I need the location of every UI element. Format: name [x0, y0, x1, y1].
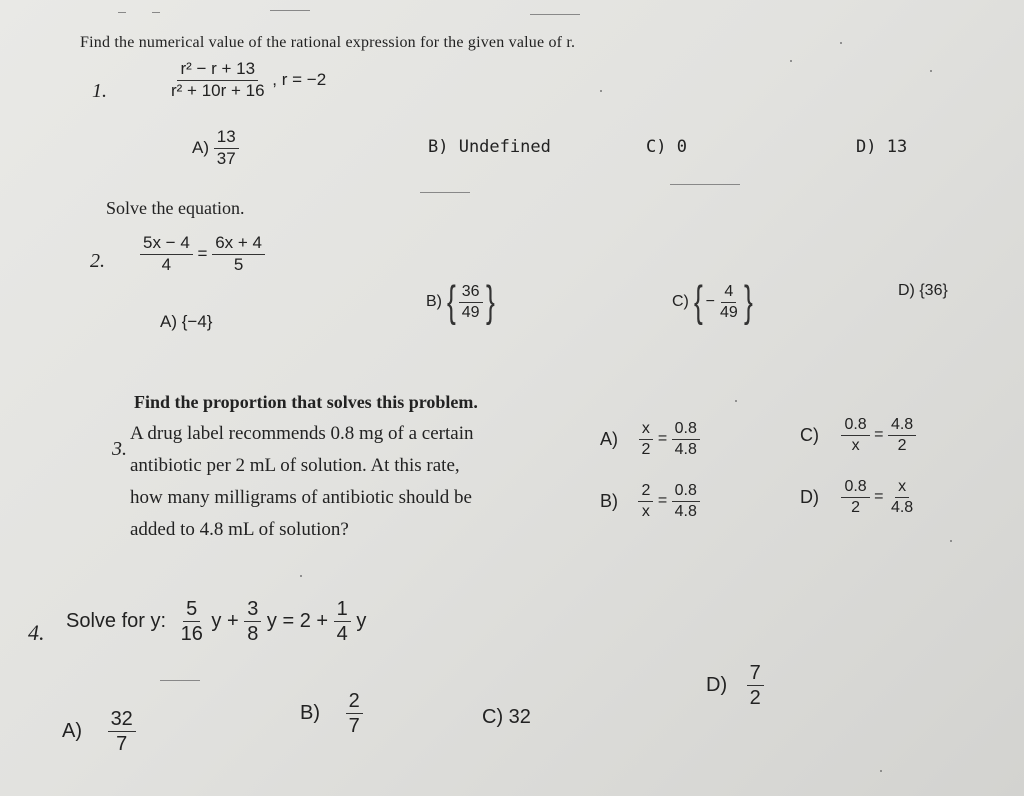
q2-option-a[interactable]: A) {−4}	[160, 312, 213, 331]
q3-option-a-right-numerator: 0.8	[672, 420, 700, 440]
q2-lhs-denominator: 4	[161, 254, 172, 274]
q4-number: 4.	[28, 620, 45, 645]
q2-option-b[interactable]	[426, 277, 497, 326]
q3-option-c-left-numerator: 0.8	[841, 416, 869, 436]
q3-option-b-label: B)	[600, 490, 618, 511]
right-brace-icon: }	[743, 277, 753, 326]
paper-mark	[160, 680, 200, 681]
q3-option-c[interactable]	[800, 416, 916, 454]
q1-option-a-label: A)	[192, 138, 209, 158]
q4-term1-variable: y +	[211, 610, 239, 632]
q4-equation	[66, 598, 366, 645]
q3-equals: =	[874, 426, 884, 444]
q4-option-b-label: B)	[300, 702, 320, 724]
q1-expression	[168, 60, 326, 100]
q4-term3-denominator: 4	[336, 623, 348, 645]
q3-option-b-right-denominator: 4.8	[674, 502, 697, 520]
q1-numerator: r² − r + 13	[177, 60, 258, 81]
q4-option-d-label: D)	[706, 674, 728, 696]
q4-option-d-numerator: 7	[747, 662, 764, 686]
q4-prompt: Solve for y:	[66, 610, 167, 632]
q4-term2-denominator: 8	[247, 623, 259, 645]
q2-option-d[interactable]: D) {36}	[898, 282, 948, 299]
q2-equation	[140, 234, 265, 274]
q4-term2-variable: y = 2 +	[266, 610, 329, 632]
q3-option-a-label: A)	[600, 428, 618, 449]
q2-option-b-label: B)	[426, 293, 442, 310]
q4-term1-numerator: 5	[183, 598, 200, 622]
q4-option-d-denominator: 2	[749, 687, 761, 709]
q3-problem-line: how many milligrams of antibiotic should be	[130, 487, 472, 508]
q4-term2-numerator: 3	[244, 598, 261, 622]
q2-rhs-numerator: 6x + 4	[212, 234, 265, 255]
q3-problem-text	[130, 418, 473, 546]
q4-option-a-denominator: 7	[116, 733, 128, 755]
q4-option-a[interactable]	[62, 708, 136, 755]
q4-option-c[interactable]: C) 32	[482, 706, 531, 728]
paper-mark	[118, 12, 126, 13]
paper-mark	[670, 184, 740, 185]
left-brace-icon: {	[446, 277, 456, 326]
q3-option-c-left-denominator: x	[851, 436, 860, 454]
paper-mark	[270, 10, 310, 11]
paper-speck	[880, 770, 882, 772]
q1-denominator: r² + 10r + 16	[171, 80, 265, 100]
q2-option-c[interactable]	[672, 277, 755, 326]
q3-option-c-right-numerator: 4.8	[888, 416, 916, 436]
q1-option-a-numerator: 13	[214, 128, 239, 149]
paper-speck	[300, 575, 302, 577]
paper-speck	[735, 400, 737, 402]
q3-option-c-right-denominator: 2	[897, 436, 907, 454]
q2-option-c-sign: −	[705, 293, 715, 310]
q3-option-a[interactable]	[600, 420, 700, 458]
q3-option-d-right-numerator: x	[895, 478, 909, 498]
q2-option-c-numerator: 4	[721, 283, 736, 303]
q3-option-b[interactable]	[600, 482, 700, 520]
q1-number: 1.	[92, 80, 107, 102]
q3-problem-line: A drug label recommends 0.8 mg of a certain	[130, 423, 474, 444]
paper-speck	[840, 42, 842, 44]
q2-option-c-label: C)	[672, 293, 689, 310]
q3-option-d[interactable]	[800, 478, 916, 516]
q3-option-a-right-denominator: 4.8	[674, 440, 697, 458]
q2-instruction: Solve the equation.	[106, 198, 245, 218]
q4-option-a-numerator: 32	[108, 708, 136, 732]
q1-option-d[interactable]: D) 13	[856, 137, 908, 157]
q3-option-b-left-denominator: x	[641, 502, 650, 520]
q3-option-b-right-numerator: 0.8	[672, 482, 700, 502]
q2-number: 2.	[90, 250, 105, 272]
q3-option-d-label: D)	[800, 486, 819, 507]
q1-given-value: , r = −2	[272, 70, 327, 90]
q1-option-c[interactable]: C) 0	[646, 137, 687, 157]
q1-option-b[interactable]: B) Undefined	[428, 137, 551, 157]
paper-speck	[950, 540, 952, 542]
q3-problem-line: added to 4.8 mL of solution?	[130, 519, 349, 540]
q4-option-b-numerator: 2	[346, 690, 363, 714]
q3-option-d-left-denominator: 2	[851, 498, 861, 516]
paper-speck	[930, 70, 932, 72]
q2-rhs-denominator: 5	[233, 254, 244, 274]
q1-option-a[interactable]	[192, 128, 239, 168]
q3-equals: =	[657, 492, 668, 510]
right-brace-icon: }	[485, 277, 495, 326]
q4-term1-denominator: 16	[180, 623, 203, 645]
q4-option-d[interactable]	[706, 662, 764, 709]
q2-option-b-denominator: 49	[461, 303, 480, 321]
q4-term3-variable: y	[356, 610, 367, 632]
q3-option-a-left-denominator: 2	[641, 440, 651, 458]
q4-option-a-label: A)	[62, 720, 82, 742]
q3-problem-line: antibiotic per 2 mL of solution. At this rate,	[130, 455, 460, 476]
q3-number: 3.	[112, 438, 127, 460]
q3-equals: =	[874, 488, 884, 506]
paper-mark	[420, 192, 470, 193]
q3-option-a-left-numerator: x	[639, 420, 653, 440]
q3-option-b-left-numerator: 2	[638, 482, 653, 502]
q3-instruction: Find the proportion that solves this problem.	[134, 392, 478, 412]
q3-option-c-label: C)	[800, 424, 819, 445]
q1-instruction: Find the numerical value of the rational expression for the given value of r.	[80, 34, 576, 51]
q2-lhs-numerator: 5x − 4	[140, 234, 193, 255]
paper-mark	[152, 12, 160, 13]
q4-option-b-denominator: 7	[348, 715, 360, 737]
q2-option-c-denominator: 49	[719, 303, 738, 321]
paper-mark	[530, 14, 580, 15]
q2-option-b-numerator: 36	[459, 283, 483, 303]
left-brace-icon: {	[693, 277, 703, 326]
q3-equals: =	[657, 430, 668, 448]
q3-option-d-left-numerator: 0.8	[841, 478, 869, 498]
q4-term3-numerator: 1	[334, 598, 351, 622]
q4-option-b[interactable]	[300, 690, 363, 737]
q2-equals: =	[197, 244, 208, 264]
q3-option-d-right-denominator: 4.8	[890, 498, 914, 516]
paper-speck	[790, 60, 792, 62]
q1-option-a-denominator: 37	[216, 148, 236, 168]
paper-speck	[600, 90, 602, 92]
